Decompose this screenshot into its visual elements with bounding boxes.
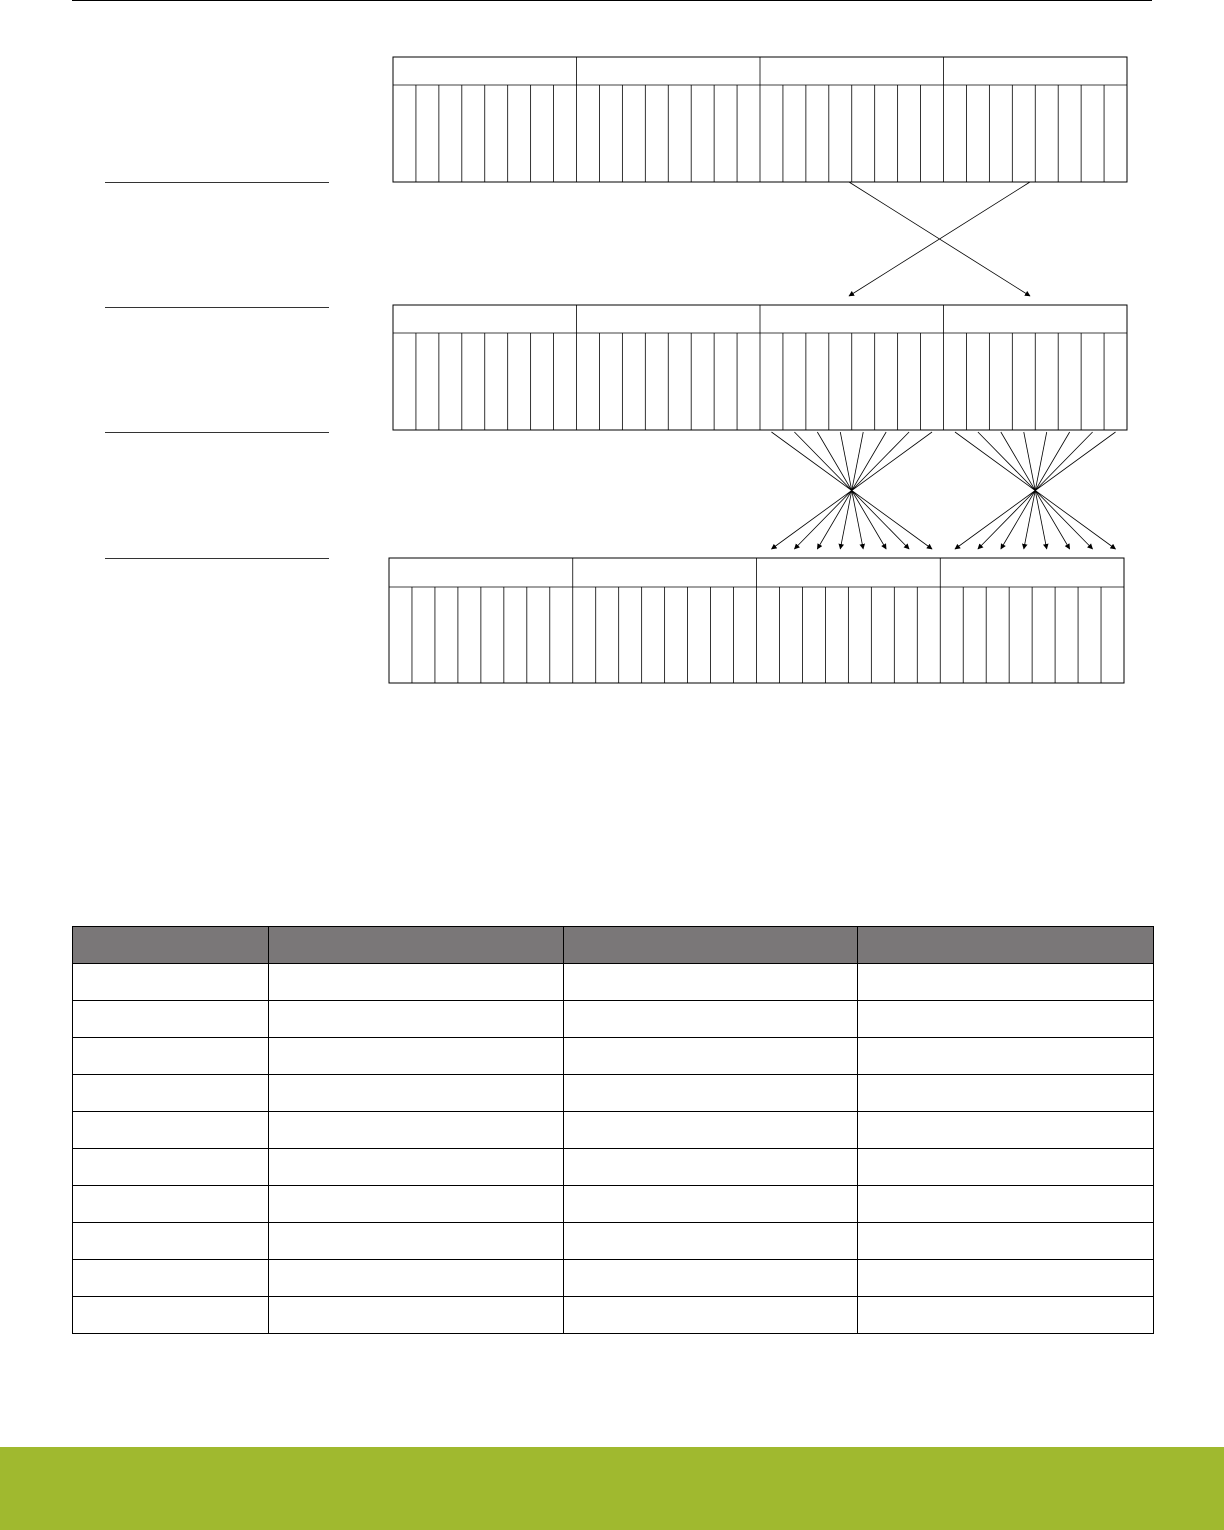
table-cell <box>564 964 858 1001</box>
byte-swap-diagram <box>0 0 1224 700</box>
table-row <box>73 1075 1154 1112</box>
table-cell <box>858 1112 1154 1149</box>
table-cell <box>858 1260 1154 1297</box>
table-cell <box>858 1223 1154 1260</box>
table-cell <box>858 1038 1154 1075</box>
table-header-cell <box>564 927 858 964</box>
table-cell <box>858 1149 1154 1186</box>
table-cell <box>564 1001 858 1038</box>
table-cell <box>858 1001 1154 1038</box>
table-cell <box>269 964 564 1001</box>
table-cell <box>269 1186 564 1223</box>
table-cell <box>564 1149 858 1186</box>
table-cell <box>73 1112 269 1149</box>
table-header-row <box>73 927 1154 964</box>
table-row <box>73 1112 1154 1149</box>
table-header-cell <box>269 927 564 964</box>
table-row <box>73 1260 1154 1297</box>
table-header-cell <box>858 927 1154 964</box>
table-cell <box>73 1001 269 1038</box>
table-cell <box>73 1223 269 1260</box>
table-row <box>73 1149 1154 1186</box>
table-cell <box>73 964 269 1001</box>
table-cell <box>73 1260 269 1297</box>
table-cell <box>269 1297 564 1334</box>
table-cell <box>858 1186 1154 1223</box>
table-cell <box>858 1297 1154 1334</box>
table-cell <box>858 964 1154 1001</box>
table-cell <box>564 1038 858 1075</box>
register-table <box>72 926 1154 1334</box>
table-row <box>73 1186 1154 1223</box>
table-cell <box>269 1149 564 1186</box>
table-cell <box>269 1112 564 1149</box>
table-cell <box>564 1260 858 1297</box>
table-cell <box>269 1075 564 1112</box>
table-row <box>73 964 1154 1001</box>
table-cell <box>73 1186 269 1223</box>
table-cell <box>269 1223 564 1260</box>
table-cell <box>73 1075 269 1112</box>
table-row <box>73 1297 1154 1334</box>
table-row <box>73 1001 1154 1038</box>
table-cell <box>269 1260 564 1297</box>
table-cell <box>564 1223 858 1260</box>
footer-band <box>0 1447 1224 1530</box>
table-row <box>73 1038 1154 1075</box>
table-cell <box>73 1149 269 1186</box>
table-cell <box>564 1297 858 1334</box>
table-cell <box>73 1297 269 1334</box>
table-cell <box>858 1075 1154 1112</box>
table-cell <box>564 1186 858 1223</box>
table-cell <box>269 1038 564 1075</box>
table-row <box>73 1223 1154 1260</box>
table-cell <box>564 1112 858 1149</box>
table-cell <box>564 1075 858 1112</box>
table-cell <box>73 1038 269 1075</box>
table-cell <box>269 1001 564 1038</box>
table-header-cell <box>73 927 269 964</box>
